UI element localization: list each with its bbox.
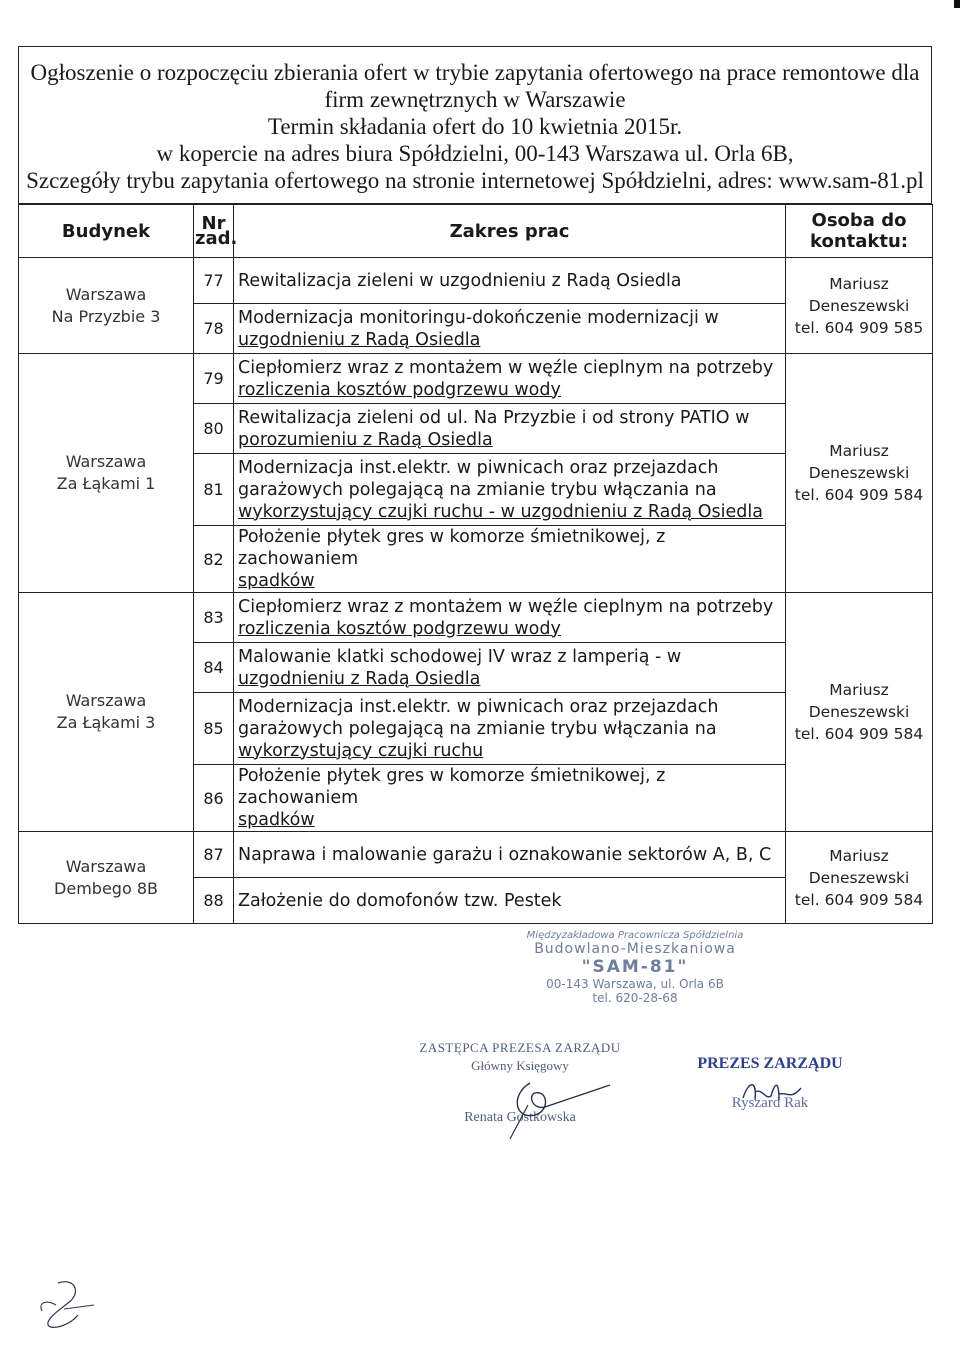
header-building: Budynek	[19, 205, 194, 258]
scan-corner-mark	[954, 0, 960, 8]
header-contact	[786, 205, 933, 258]
task-scope-line: wykorzystujący czujki ruchu - w uzgodnieniu z Radą Osiedla	[238, 501, 763, 522]
task-scope-line: garażowych polegającą na zmianie trybu włączania na	[238, 718, 717, 739]
contact-line: tel. 604 909 585	[794, 318, 924, 337]
task-scope	[234, 258, 786, 304]
announcement-line-2: firm zewnętrznych w Warszawie	[324, 87, 626, 112]
task-number: 82	[194, 526, 234, 593]
task-scope-line: Rewitalizacja zieleni w uzgodnieniu z Radą Osiedla	[238, 270, 682, 291]
task-scope-line: spadków	[238, 571, 315, 591]
contact-line: tel. 604 909 584	[794, 890, 924, 909]
contact-cell	[786, 593, 933, 832]
task-scope-line: Ciepłomierz wraz z montażem w węźle cieplnym na potrzeby	[238, 357, 774, 378]
task-scope-line: Położenie płytek gres w komorze śmietnikowej, z zachowaniem	[238, 766, 666, 808]
task-number: 88	[194, 878, 234, 924]
task-scope-line: rozliczenia kosztów podgrzewu wody	[238, 618, 561, 639]
contact-line: Mariusz	[829, 442, 889, 460]
task-number: 79	[194, 354, 234, 404]
task-scope-line: Modernizacja inst.elektr. w piwnicach oraz przejazdach	[238, 457, 719, 478]
table-row	[19, 354, 933, 404]
task-number: 78	[194, 304, 234, 354]
building-line: Warszawa	[65, 284, 147, 304]
company-stamp-line-3: "SAM-81"	[581, 957, 689, 977]
president-signature	[735, 1070, 815, 1110]
building-line: Na Przyzbie 3	[51, 306, 161, 326]
deputy-stamp-title: ZASTĘPCA PREZESA ZARZĄDU	[419, 1040, 621, 1055]
task-scope	[234, 454, 786, 526]
works-table-body	[19, 258, 933, 924]
contact-line: tel. 604 909 584	[794, 725, 924, 743]
table-header-row	[19, 205, 933, 258]
contact-line: Mariusz	[829, 681, 889, 699]
table-row	[19, 258, 933, 304]
task-scope-line: Modernizacja inst.elektr. w piwnicach oraz przejazdach	[238, 696, 719, 717]
task-scope-line: spadków	[238, 810, 315, 830]
task-scope	[234, 526, 786, 593]
contact-line: Mariusz	[829, 846, 889, 865]
building-line: Warszawa	[65, 452, 147, 471]
header-contact-line-1: Osoba do	[811, 210, 907, 231]
task-number: 83	[194, 593, 234, 643]
building-cell	[19, 354, 194, 593]
header-task-number	[194, 205, 238, 258]
table-row	[19, 593, 933, 643]
building-cell	[19, 832, 194, 924]
task-scope	[234, 832, 786, 878]
task-scope-line: Założenie do domofonów tzw. Pestek	[238, 890, 562, 911]
contact-line: Deneszewski	[808, 296, 910, 315]
task-scope-line: Modernizacja monitoringu-dokończenie modernizacji w	[238, 307, 719, 328]
announcement-box	[18, 46, 932, 204]
contact-line: tel. 604 909 584	[794, 486, 924, 504]
task-scope	[234, 765, 786, 832]
table-row	[19, 832, 933, 878]
building-line: Dembego 8B	[54, 878, 158, 898]
building-cell	[19, 593, 194, 832]
contact-line: Deneszewski	[808, 464, 910, 482]
announcement-line-3: Termin składania ofert do 10 kwietnia 2015r.	[267, 114, 683, 139]
task-number: 80	[194, 404, 234, 454]
contact-line: Deneszewski	[808, 703, 910, 721]
deputy-stamp-role: Główny Księgowy	[471, 1058, 569, 1073]
task-number: 86	[194, 765, 234, 832]
building-line: Za Łąkami 1	[56, 474, 156, 493]
announcement-line-5: Szczegóły trybu zapytania ofertowego na stronie internetowej Spółdzielni, adres: www.sam-81.pl	[26, 168, 924, 193]
task-scope	[234, 354, 786, 404]
handwritten-page-mark	[30, 1275, 100, 1335]
header-scope: Zakres prac	[234, 205, 786, 258]
task-scope	[234, 878, 786, 924]
task-scope-line: porozumieniu z Radą Osiedla	[238, 429, 493, 450]
task-scope	[234, 593, 786, 643]
task-scope	[234, 643, 786, 693]
task-number: 87	[194, 832, 234, 878]
company-stamp	[515, 930, 755, 1005]
header-contact-line-2: kontaktu:	[809, 231, 908, 252]
header-nr-label: Nr	[201, 213, 226, 234]
task-scope	[234, 304, 786, 354]
works-table	[18, 204, 933, 924]
contact-cell	[786, 832, 933, 924]
deputy-signature	[490, 1065, 620, 1140]
building-line: Warszawa	[65, 691, 147, 710]
building-line: Za Łąkami 3	[56, 713, 156, 732]
task-scope-line: Położenie płytek gres w komorze śmietnikowej, z zachowaniem	[238, 527, 666, 569]
task-scope-line: Naprawa i malowanie garażu i oznakowanie sektorów A, B, C	[238, 844, 772, 865]
task-scope-line: uzgodnieniu z Radą Osiedla	[238, 329, 481, 350]
task-scope	[234, 404, 786, 454]
company-stamp-line-2: Budowlano-Mieszkaniowa	[534, 941, 736, 957]
contact-cell	[786, 354, 933, 593]
task-number: 84	[194, 643, 234, 693]
building-line: Warszawa	[65, 856, 147, 876]
task-scope-line: Ciepłomierz wraz z montażem w węźle cieplnym na potrzeby	[238, 596, 774, 617]
company-stamp-line-4: 00-143 Warszawa, ul. Orla 6B	[546, 977, 724, 991]
company-stamp-line-5: tel. 620-28-68	[592, 991, 678, 1005]
task-scope-line: wykorzystujący czujki ruchu	[238, 740, 484, 761]
contact-line: Deneszewski	[808, 868, 910, 887]
building-cell	[19, 258, 194, 354]
president-stamp-title: PREZES ZARZĄDU	[697, 1055, 843, 1072]
company-stamp-line-1: Międzyzakładowa Pracownicza Spółdzielnia	[526, 930, 744, 941]
contact-cell	[786, 258, 933, 354]
task-scope-line: Rewitalizacja zieleni od ul. Na Przyzbie i od strony PATIO w	[238, 407, 750, 428]
announcement-line-1: Ogłoszenie o rozpoczęciu zbierania ofert w trybie zapytania ofertowego na prace remontowe dla	[30, 60, 920, 85]
task-number: 81	[194, 454, 234, 526]
president-stamp-name: Ryszard Rak	[731, 1095, 809, 1111]
task-scope-line: garażowych polegającą na zmianie trybu włączania na	[238, 479, 717, 500]
task-scope-line: rozliczenia kosztów podgrzewu wody	[238, 379, 561, 400]
task-scope	[234, 693, 786, 765]
task-number: 77	[194, 258, 234, 304]
task-scope-line: uzgodnieniu z Radą Osiedla	[238, 668, 481, 689]
announcement-line-4: w kopercie na adres biura Spółdzielni, 00-143 Warszawa ul. Orla 6B,	[156, 141, 794, 166]
task-number: 85	[194, 693, 234, 765]
deputy-stamp-name: Renata Gostkowska	[464, 1110, 576, 1125]
task-scope-line: Malowanie klatki schodowej IV wraz z lamperią - w	[238, 646, 682, 667]
header-zad-label: zad.	[195, 228, 238, 249]
contact-line: Mariusz	[829, 274, 889, 293]
